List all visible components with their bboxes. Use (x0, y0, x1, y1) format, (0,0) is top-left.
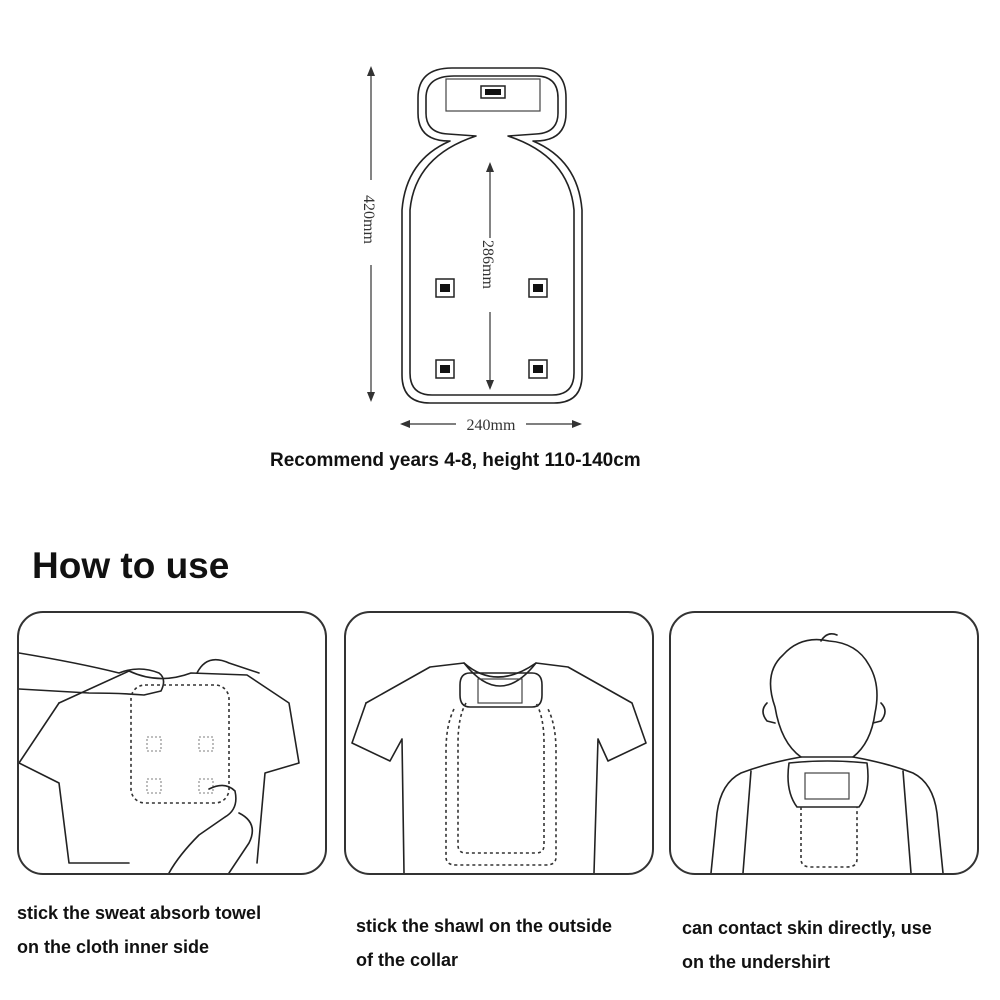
step-3-caption (682, 911, 932, 979)
height-label: 420mm (360, 195, 377, 244)
width-label: 240mm (466, 417, 516, 434)
how-to-use-title: How to use (32, 545, 230, 586)
adhesive-pad (529, 360, 547, 378)
age-recommendation: Recommend years 4-8, height 110-140cm (270, 450, 641, 471)
height-dimension (360, 66, 377, 402)
width-dimension (400, 417, 582, 434)
step-2-caption (356, 909, 612, 977)
step-3-line-1: can contact skin directly, use (682, 918, 932, 938)
adhesive-pad (436, 360, 454, 378)
inner-height-dimension (479, 162, 496, 390)
step-1-line-1: stick the sweat absorb towel (17, 903, 262, 923)
towel-inner-outline (410, 76, 574, 395)
inner-height-label: 286mm (479, 240, 496, 289)
step-2-line-1: stick the shawl on the outside (356, 916, 613, 936)
step-1-caption (17, 896, 261, 964)
adhesive-pad (529, 279, 547, 297)
adhesive-pad (436, 279, 454, 297)
step-3-line-2: on the undershirt (682, 952, 830, 972)
step-2-illustration (344, 611, 654, 875)
step-3-illustration (669, 611, 979, 875)
step-1-line-2: on the cloth inner side (17, 937, 210, 957)
towel-dimension-diagram (0, 0, 1000, 450)
towel-outer-outline (402, 68, 582, 403)
step-1-illustration (17, 611, 327, 875)
step-2-line-2: of the collar (356, 950, 459, 970)
